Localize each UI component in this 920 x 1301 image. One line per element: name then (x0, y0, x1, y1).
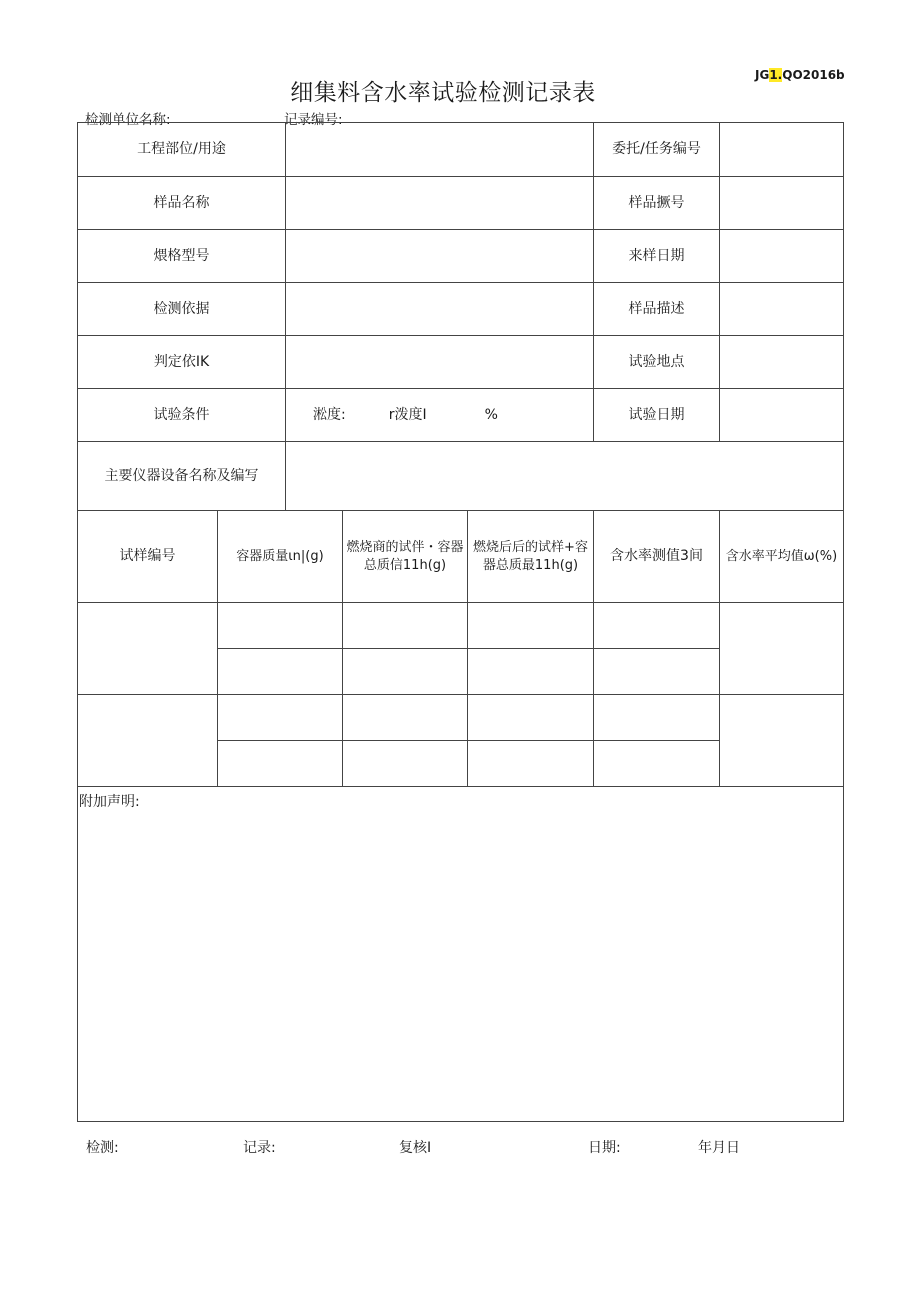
header-mass-before: 燃烧商的试伴・容器总质信11h(g) (343, 511, 468, 603)
basis-label: 检测依据 (78, 283, 286, 336)
remarks-cell[interactable] (78, 787, 844, 1122)
data-cell[interactable] (468, 603, 594, 649)
record-table (77, 122, 844, 1122)
equipment-row (78, 442, 844, 511)
tester-label: 检测: (86, 1140, 119, 1156)
header-sample-id: 试样编号 (78, 511, 218, 603)
data-cell[interactable] (468, 695, 594, 741)
page-title: 细集料含水率试验检测记录表 (290, 80, 596, 106)
remarks-row (78, 787, 844, 1122)
arrival-date-label: 来样日期 (594, 230, 720, 283)
column-header-row (78, 511, 844, 603)
sample-desc-value[interactable] (720, 283, 844, 336)
reviewer-label: 复核I (399, 1140, 432, 1156)
sample-name-label: 样品名称 (78, 177, 286, 230)
equipment-value[interactable] (286, 442, 844, 511)
data-cell[interactable] (218, 741, 343, 787)
info-row (78, 389, 844, 442)
data-cell[interactable] (594, 695, 720, 741)
temperature-label: 淞度: (313, 406, 346, 423)
date-label: 日期: (588, 1140, 621, 1156)
sample-id-cell[interactable] (78, 695, 218, 787)
conditions-label: 试验条件 (78, 389, 286, 442)
info-row (78, 230, 844, 283)
data-cell[interactable] (594, 741, 720, 787)
project-part-value[interactable] (286, 123, 594, 177)
location-value[interactable] (720, 336, 844, 389)
info-row (78, 336, 844, 389)
form-code-suffix: QO2016b (782, 68, 845, 82)
arrival-date-value[interactable] (720, 230, 844, 283)
data-cell[interactable] (343, 695, 468, 741)
percent-sign: % (484, 406, 498, 423)
test-date-value[interactable] (720, 389, 844, 442)
record-no-label: 记录编号: (284, 112, 343, 128)
header-mass-after: 燃烧后后的试样+容器总质最11h(g) (468, 511, 594, 603)
humidity-label: r泼度I (388, 406, 427, 423)
data-cell[interactable] (218, 695, 343, 741)
data-cell[interactable] (218, 603, 343, 649)
table-row (78, 603, 844, 649)
data-cell[interactable] (343, 741, 468, 787)
average-cell[interactable] (720, 695, 844, 787)
data-cell[interactable] (343, 603, 468, 649)
spec-label: 煨格型号 (78, 230, 286, 283)
basis-value[interactable] (286, 283, 594, 336)
header-moisture-value: 含水率测值3间 (594, 511, 720, 603)
form-code-prefix: JG (755, 68, 770, 82)
data-cell[interactable] (594, 603, 720, 649)
data-cell[interactable] (343, 649, 468, 695)
project-part-label: 工程部位/用途 (78, 123, 286, 177)
sample-desc-label: 样品描述 (594, 283, 720, 336)
sample-name-value[interactable] (286, 177, 594, 230)
location-label: 试验地点 (594, 336, 720, 389)
criteria-label: 判定依IK (78, 336, 286, 389)
commission-no-label: 委托/任务编号 (594, 123, 720, 177)
form-code (755, 68, 845, 82)
sample-no-label: 样品撅号 (594, 177, 720, 230)
form-code-highlight: 1. (769, 68, 783, 82)
unit-label: 检测单位名称: (85, 112, 171, 128)
table-row (78, 695, 844, 741)
recorder-label: 记录: (243, 1140, 276, 1156)
info-row (78, 283, 844, 336)
spec-value[interactable] (286, 230, 594, 283)
info-row (78, 177, 844, 230)
data-cell[interactable] (468, 649, 594, 695)
test-date-label: 试验日期 (594, 389, 720, 442)
data-cell[interactable] (594, 649, 720, 695)
data-cell[interactable] (218, 649, 343, 695)
sample-id-cell[interactable] (78, 603, 218, 695)
average-cell[interactable] (720, 603, 844, 695)
header-moisture-average: 含水率平均值ω(%) (720, 511, 844, 603)
info-row (78, 123, 844, 177)
commission-no-value[interactable] (720, 123, 844, 177)
criteria-value[interactable] (286, 336, 594, 389)
remarks-label: 附加声明: (79, 794, 140, 810)
equipment-label: 主要仪器设备名称及编写 (78, 442, 286, 511)
conditions-value[interactable] (286, 389, 594, 442)
sample-no-value[interactable] (720, 177, 844, 230)
data-cell[interactable] (468, 741, 594, 787)
date-format: 年月日 (698, 1140, 740, 1156)
header-container-mass: 容器质量ιn|(g) (218, 511, 343, 603)
